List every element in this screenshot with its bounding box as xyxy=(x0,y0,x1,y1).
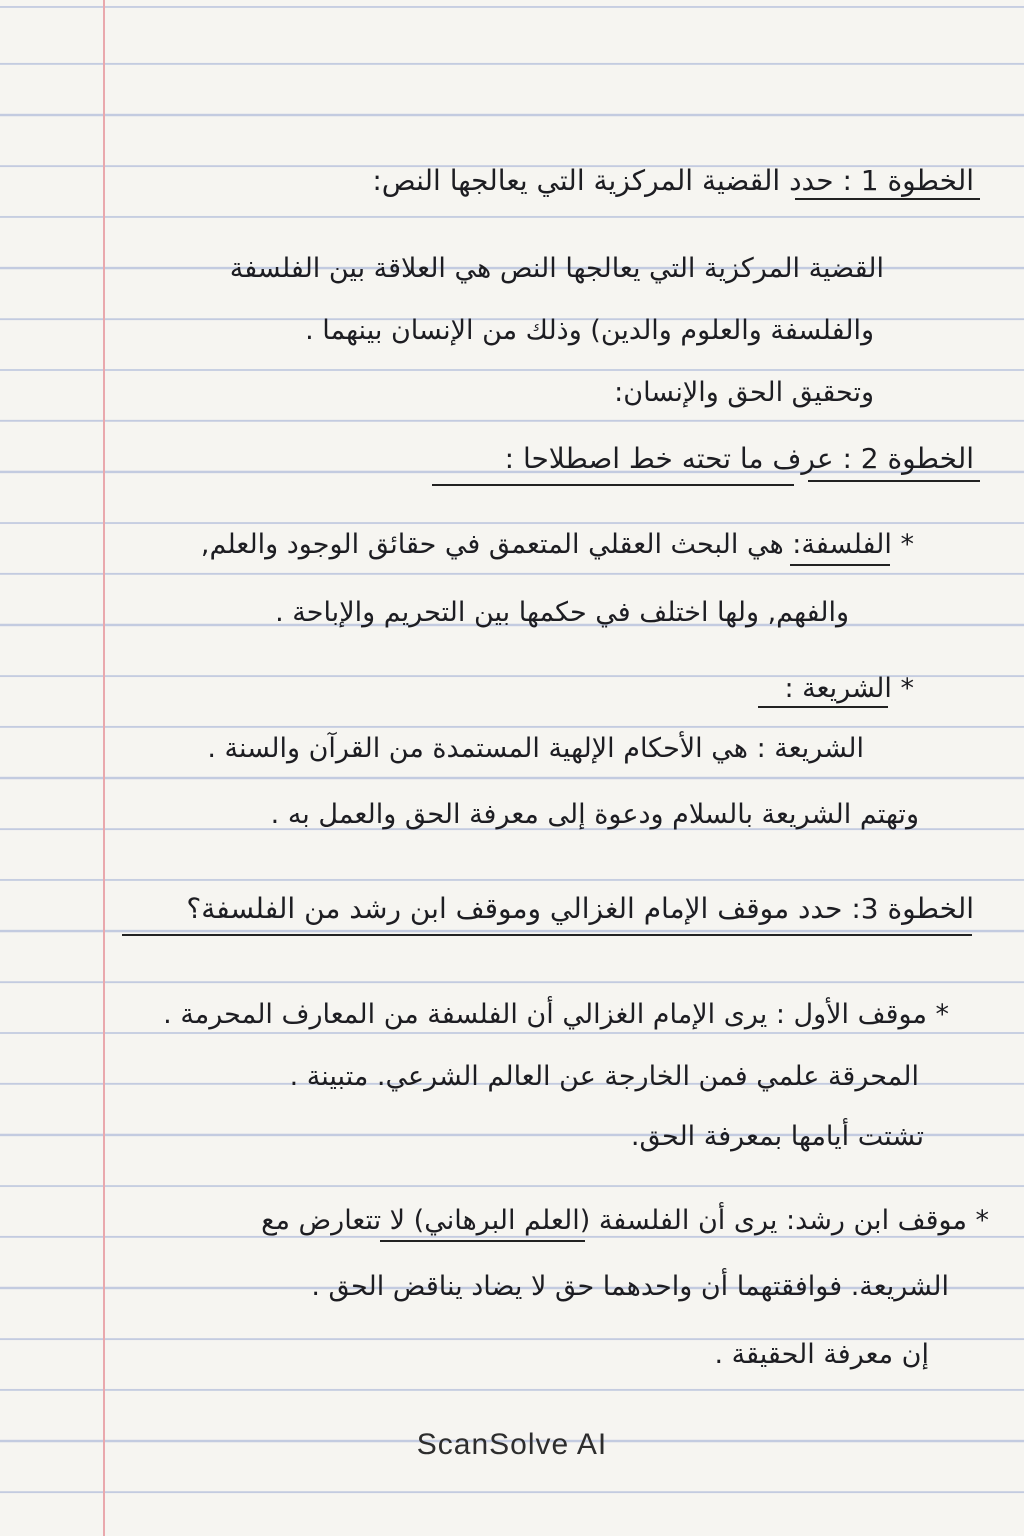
philosophy-definition-line: * الفلسفة: هي البحث العقلي المتعمق في حقائق الوجود والعلم, xyxy=(200,529,914,560)
sharia-term-heading: * الشريعة : xyxy=(784,673,914,704)
ghazali-position-line: المحرقة علمي فمن الخارجة عن العالم الشرعي. متبينة . xyxy=(289,1061,919,1092)
step1-body-line: القضية المركزية التي يعالجها النص هي العلاقة بين الفلسفة xyxy=(229,253,884,284)
step2-heading: الخطوة 2 : عرف ما تحته خط اصطلاحا : xyxy=(504,442,974,475)
ibn-rushd-position-line: * موقف ابن رشد: يرى أن الفلسفة (العلم البرهاني) لا تتعارض مع xyxy=(261,1205,989,1236)
ibn-rushd-position-line: الشريعة. فوافقتهما أن واحدهما حق لا يضاد يناقض الحق . xyxy=(311,1271,949,1302)
step1-body-line: وتحقيق الحق والإنسان: xyxy=(614,377,874,408)
ghazali-position-line: تشتت أيامها بمعرفة الحق. xyxy=(630,1121,924,1152)
step2-heading-underline-b xyxy=(432,484,794,486)
philosophy-term-underline xyxy=(790,564,890,566)
scansolve-watermark: ScanSolve AI xyxy=(416,1428,608,1461)
ibn-rushd-position-line: إن معرفة الحقيقة . xyxy=(714,1339,929,1370)
step1-heading-underline xyxy=(795,198,980,200)
step1-body-line: والفلسفة والعلوم والدين) وذلك من الإنسان بينهما . xyxy=(305,315,874,346)
step3-heading: الخطوة 3: حدد موقف الإمام الغزالي وموقف ابن رشد من الفلسفة؟ xyxy=(186,892,974,925)
step3-heading-underline xyxy=(122,934,972,936)
sharia-definition-line: الشريعة : هي الأحكام الإلهية المستمدة من القرآن والسنة . xyxy=(207,733,864,764)
philosophy-definition-line: والفهم, ولها اختلف في حكمها بين التحريم والإباحة . xyxy=(275,597,849,628)
notebook-margin-line xyxy=(103,0,105,1536)
sharia-definition-line: وتهتم الشريعة بالسلام ودعوة إلى معرفة الحق والعمل به . xyxy=(270,799,919,830)
step2-heading-underline-a xyxy=(808,480,980,482)
ghazali-position-line: * موقف الأول : يرى الإمام الغزالي أن الفلسفة من المعارف المحرمة . xyxy=(163,999,949,1030)
step1-heading: الخطوة 1 : حدد القضية المركزية التي يعالجها النص: xyxy=(372,164,974,197)
ibn-rushd-underline xyxy=(380,1240,585,1242)
sharia-term-underline xyxy=(758,706,888,708)
